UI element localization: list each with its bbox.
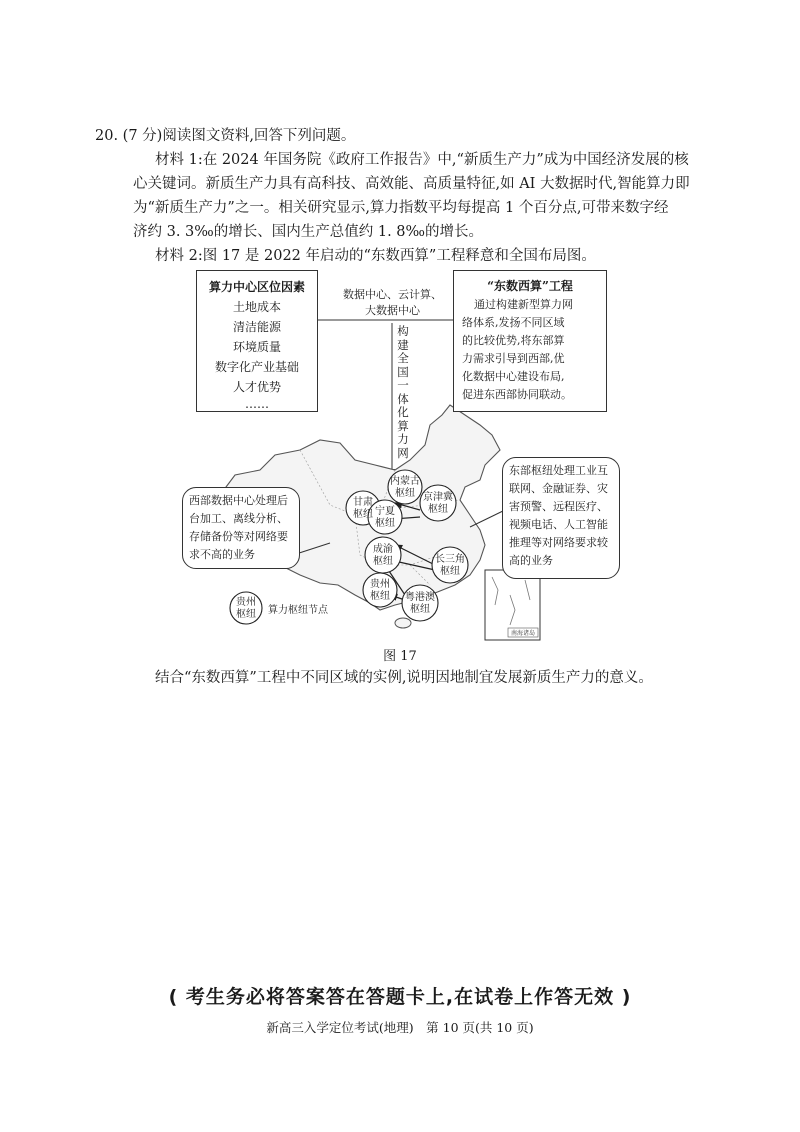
factor-environment: 环境质量 <box>232 340 281 354</box>
project-line: 通过构建新型算力网 <box>474 298 573 311</box>
west-line: 西部数据中心处理后 <box>189 494 288 507</box>
legend-node-label-2: 枢纽 <box>236 609 256 620</box>
node-changsanjiao <box>432 547 468 583</box>
vertical-label <box>396 325 410 460</box>
vertical-char: 算 <box>397 418 409 433</box>
factor-digital-industry: 数字化产业基础 <box>214 360 299 374</box>
node-label-chengyu-1: 成渝 <box>373 544 393 555</box>
question-prompt: 结合“东数西算”工程中不同区域的实例,说明因地制宜发展新质生产力的意义。 <box>155 670 653 686</box>
legend-text: 算力枢纽节点 <box>268 605 328 616</box>
factor-clean-energy: 清洁能源 <box>232 320 281 334</box>
node-label-ningxia-1: 宁夏 <box>375 506 395 517</box>
vertical-char: 力 <box>397 432 409 446</box>
east-callout <box>502 457 620 579</box>
project-line: 促进东西部协同联动。 <box>462 388 572 401</box>
material2-line: 材料 2:图 17 是 2022 年启动的“东数西算”工程释意和全国布局图。 <box>155 248 596 264</box>
vertical-char: 化 <box>397 405 409 419</box>
vertical-char: 全 <box>397 351 409 365</box>
east-line: 联网、金融证券、灾 <box>509 482 608 495</box>
material1-line-1: 材料 1:在 2024 年国务院《政府工作报告》中,“新质生产力”成为中国经济发展的核 <box>155 152 689 168</box>
factor-land-cost: 土地成本 <box>232 300 281 314</box>
node-label-gansu-2: 枢纽 <box>353 509 373 520</box>
node-label-guizhou-2: 枢纽 <box>370 591 390 602</box>
project-line: 力需求引导到西部,优 <box>462 352 565 365</box>
east-line: 东部枢纽处理工业互 <box>509 464 608 477</box>
center-label-line-1: 数据中心、云计算、 <box>343 288 442 301</box>
node-chengyu <box>365 537 401 573</box>
west-callout-text <box>189 492 293 564</box>
project-box <box>453 270 607 412</box>
node-yuegangao <box>402 585 438 621</box>
vertical-char: 建 <box>397 337 409 352</box>
project-title: “东数西算”工程 <box>487 279 573 293</box>
material1-line-3: 为“新质生产力”之一。相关研究显示,算力指数平均每提高 1 个百分点,可带来数字经 <box>133 200 669 216</box>
factors-title: 算力中心区位因素 <box>208 280 305 294</box>
vertical-char: 体 <box>397 391 409 406</box>
legend-node-label-1: 贵州 <box>236 597 256 608</box>
east-line: 高的业务 <box>509 554 553 567</box>
west-line: 台加工、离线分析、 <box>189 512 288 525</box>
factors-box <box>196 270 318 412</box>
factor-ellipsis: …… <box>245 397 269 411</box>
question-header: 20. (7 分)阅读图文资料,回答下列问题。 <box>95 128 356 144</box>
center-label-line-2: 大数据中心 <box>365 304 420 317</box>
project-description <box>454 296 606 404</box>
node-label-neimenggu-1: 内蒙古 <box>390 476 420 487</box>
node-label-yuegangao-1: 粤港澳 <box>405 592 435 603</box>
material1-line-2: 心关键词。新质生产力具有高科技、高效能、高质量特征,如 AI 大数据时代,智能算力即 <box>133 176 690 192</box>
west-line: 存储备份等对网络要 <box>189 530 288 543</box>
factor-talent: 人才优势 <box>232 380 281 394</box>
node-label-changsanjiao-1: 长三角 <box>435 554 465 565</box>
node-label-ningxia-2: 枢纽 <box>375 518 395 529</box>
west-line: 求不高的业务 <box>189 548 255 561</box>
east-line: 视频电话、人工智能 <box>509 518 608 531</box>
project-line: 的比较优势,将东部算 <box>462 334 565 347</box>
hainan-island <box>395 618 411 628</box>
vertical-char: 网 <box>397 445 409 460</box>
west-callout <box>182 487 300 569</box>
vertical-char: 一 <box>397 378 409 392</box>
node-label-changsanjiao-2: 枢纽 <box>440 566 460 577</box>
project-line: 化数据中心建设布局, <box>462 370 565 383</box>
node-label-gansu-1: 甘肃 <box>353 497 373 508</box>
node-jingjinji <box>420 485 456 521</box>
node-label-neimenggu-2: 枢纽 <box>395 488 415 499</box>
east-line: 害预警、远程医疗、 <box>509 500 608 513</box>
node-label-jingjinji-1: 京津冀 <box>423 492 453 503</box>
inset-label: 南海诸岛 <box>510 630 536 637</box>
east-line: 推理等对网络要求较 <box>509 536 608 549</box>
east-callout-text <box>509 462 613 570</box>
node-label-jingjinji-2: 枢纽 <box>428 504 448 515</box>
vertical-char: 国 <box>397 364 409 379</box>
figure-17 <box>180 265 620 655</box>
node-label-guizhou-1: 贵州 <box>370 579 390 590</box>
center-label <box>330 287 455 319</box>
vertical-char: 构 <box>397 324 409 338</box>
material1-line-4: 济约 3. 3‰的增长、国内生产总值约 1. 8‰的增长。 <box>133 224 483 240</box>
node-label-chengyu-2: 枢纽 <box>373 556 393 567</box>
page-footer: 新高三入学定位考试(地理) 第 10 页(共 10 页) <box>266 1020 534 1035</box>
node-label-yuegangao-2: 枢纽 <box>410 604 430 615</box>
answer-notice: ( 考生务必将答案答在答题卡上,在试卷上作答无效 ) <box>168 986 632 1008</box>
figure-caption: 图 17 <box>383 649 417 664</box>
project-line: 络体系,发扬不同区域 <box>462 316 565 329</box>
